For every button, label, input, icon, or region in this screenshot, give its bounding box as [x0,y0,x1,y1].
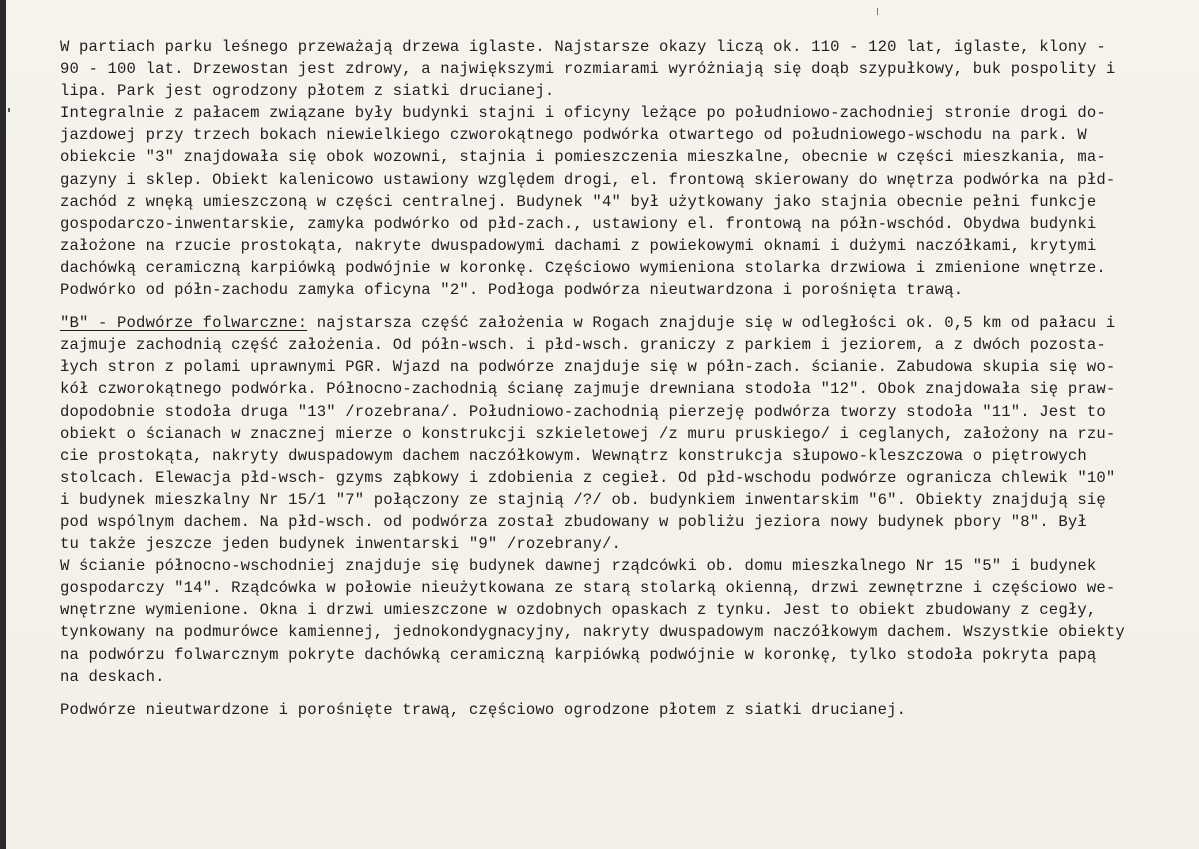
text-line: zachód z wnęką umieszczoną w części centralnej. Budynek "4" był użytkowany jako stajnia obecnie pełni funkcje [60,192,1097,211]
text-line: dopodobnie stodoła druga "13" /rozebrana/. Południowo-zachodnią pierzeję podwórza tworzy stodoła "11". Jest to [60,402,1106,421]
text-line: W partiach parku leśnego przeważają drzewa iglaste. Najstarsze okazy liczą ok. 110 - 120 lat, iglaste, klony - [60,38,1106,56]
paragraph-gap [60,301,1192,312]
text-line: tynkowany na podmurówce kamiennej, jednokondygnacyjny, nakryty dwuspadowym naczółkowym dachem. Wszystkie obiekty [60,623,1125,642]
text-line: obiekt o ścianach w znacznej mierze o konstrukcji szkieletowej /z muru pruskiego/ i ceglanych, założony na rzu- [60,424,1116,443]
page-edge-shadow [0,0,6,849]
margin-mark [8,108,10,112]
text-line: gospodarczo-inwentarskie, zamyka podwórko od płd-zach., ustawiony el. frontową na półn-wschód. Obydwa budynki [60,214,1097,233]
text-line: dachówką ceramiczną karpiówką podwójnie w koronkę. Częściowo wymieniona stolarka drzwiowa i zmienione wnętrze. [60,258,1106,277]
text-line: cie prostokąta, nakryty dwuspadowym dachem naczółkowym. Wewnątrz konstrukcja słupowo-kleszczowa o piętrowych [60,446,1087,465]
text-line: wnętrzne wymienione. Okna i drzwi umieszczone w ozdobnych opaskach z tynku. Jest to obiekt zbudowany z cegły, [60,601,1097,620]
text-line: Integralnie z pałacem związane były budynki stajni i oficyny leżące po południowo-zachodniej stronie drogi do- [60,104,1106,123]
text-line: założone na rzucie prostokąta, nakryte dwuspadowymi dachami z powiekowymi oknami i dużymi naczółkami, krytymi [60,236,1097,255]
text-line: lipa. Park jest ogrodzony płotem z siatki drucianej. [60,82,555,101]
text-line: W ścianie północno-wschodniej znajduje się budynek dawnej rządcówki ob. domu mieszkalnego Nr 15 "5" i budynek [60,557,1097,576]
text-line: gospodarczy "14". Rządcówka w połowie nieużytkowana ze starą stolarką okienną, drzwi zewnętrzne i częściowo we- [60,579,1116,598]
text-line: pod wspólnym dachem. Na płd-wsch. od podwórza został zbudowany w pobliżu jeziora nowy budynek pbory "8". Był [60,512,1087,531]
text-line: na deskach. [60,667,165,686]
section-heading-line [60,312,1192,334]
section-heading: "B" - Podwórze folwarczne: [60,314,308,333]
text-line: tu także jeszcze jeden budynek inwentarski "9" /rozebrany/. [60,535,621,554]
text-line: Podwórko od półn-zachodu zamyka oficyna "2". Podłoga podwórza nieutwardzona i porośnięta trawą. [60,281,964,300]
text-line: kół czworokątnego podwórka. Północno-zachodnią ścianę zajmuje drewniana stodoła "12". Obok znajdowała się praw- [60,380,1116,399]
text-line: gazyny i sklep. Obiekt kalenicowo ustawiony względem drogi, el. frontową skierowany do wnętrza podwórka na płd- [60,170,1116,189]
paper-mark [877,8,878,15]
typewritten-text [60,36,1192,721]
heading-continuation: najstarsza część założenia w Rogach znajduje się w odległości ok. 0,5 km od pałacu i [307,314,1116,333]
text-line: 90 - 100 lat. Drzewostan jest zdrowy, a największymi rozmiarami wyróżniają się doąb szypułkowy, buk pospolity i [60,60,1116,79]
text-line: na podwórzu folwarcznym pokryte dachówką ceramiczną karpiówką podwójnie w koronkę, tylko stodoła pokryta papą [60,645,1097,664]
paragraph-gap [60,688,1192,699]
text-line: łych stron z polami uprawnymi PGR. Wjazd na podwórze znajduje się w półn-zach. ścianie. Zabudowa skupia się wo- [60,358,1116,377]
text-line: jazdowej przy trzech bokach niewielkiego czworokątnego podwórka otwartego od południowego-wschodu na park. W [60,126,1087,145]
text-line: stolcach. Elewacja płd-wsch- gzyms ząbkowy i zdobienia z cegieł. Od płd-wschodu podwórze ogranicza chlewik "10" [60,468,1116,487]
text-line: i budynek mieszkalny Nr 15/1 "7" połączony ze stajnią /?/ ob. budynkiem inwentarskim "6". Obiekty znajdują się [60,490,1106,509]
text-line: zajmuje zachodnią część założenia. Od półn-wsch. i płd-wsch. graniczy z parkiem i jeziorem, a z dwóch pozosta- [60,336,1106,355]
text-line: Podwórze nieutwardzone i porośnięte trawą, częściowo ogrodzone płotem z siatki drucianej. [60,700,907,719]
text-line: obiekcie "3" znajdowała się obok wozowni, stajnia i pomieszczenia mieszkalne, obecnie w części mieszkania, ma- [60,148,1106,167]
